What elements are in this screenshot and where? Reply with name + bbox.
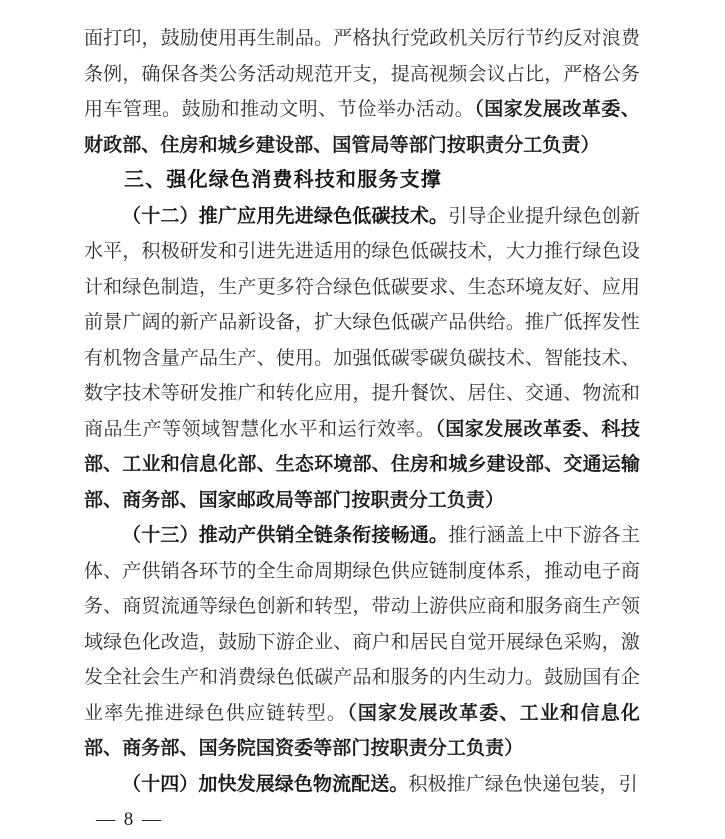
paragraph-body-text: 推行涵盖上中下游各主体、产供销各环节的全生命周期绿色供应链制度体系，推动电子商务、商贸流通等绿色创新和转型，带动上游供应商和服务商生产领域绿色化改造，鼓励下游企业、商户和居民自觉开展绿色采购，激发全社会生产和消费绿色低碳产品和服务的内生动力。鼓励国有企业率先推进绿色供应链转型。 [84, 525, 640, 724]
page-number: — 8 — [96, 809, 163, 830]
responsible-departments-note: （国家发展改革委、工业和信息化部、商务部、国务院国资委等部门按职责分工负责） [84, 702, 640, 759]
item-14-paragraph [84, 767, 640, 803]
item-13-lead-in: （十三）推动产供销全链条衔接畅通。 [122, 525, 449, 546]
responsible-departments-note: （国家发展改革委、财政部、住房和城乡建设部、国管局等部门按职责分工负责） [84, 99, 640, 156]
paragraph-body-text: 面打印，鼓励使用再生制品。严格执行党政机关厉行节约反对浪费条例，确保各类公务活动规范开支，提高视频会议占比，严格公务用车管理。鼓励和推动文明、节俭举办活动。 [84, 28, 640, 120]
paragraph-body-text: 积极推广绿色快递包装，引 [408, 773, 638, 795]
item-14-lead-in: （十四）加快发展绿色物流配送。 [122, 773, 409, 795]
item-13-paragraph [84, 518, 640, 767]
paragraph-green-office-continuation [84, 21, 640, 163]
responsible-departments-note: （国家发展改革委、科技部、工业和信息化部、生态环境部、住房和城乡建设部、交通运输部、商务部、国家邮政局等部门按职责分工负责） [84, 418, 640, 511]
item-12-paragraph [84, 199, 640, 519]
item-12-lead-in: （十二）推广应用先进绿色低碳技术。 [122, 205, 449, 227]
section-heading: 三、强化绿色消费科技和服务支撑 [124, 169, 442, 191]
document-text-area [84, 21, 640, 802]
paragraph-body-text: 引导企业提升绿色创新水平，积极研发和引进先进适用的绿色低碳技术，大力推行绿色设计和绿色制造，生产更多符合绿色低碳要求、生态环境友好、应用前景广阔的新产品新设备，扩大绿色低碳产品供给。推广低挥发性有机物含量产品生产、使用。加强低碳零碳负碳技术、智能技术、数字技术等研发推广和转化应用，提升餐饮、居住、交通、物流和商品生产等领域智慧化水平和运行效率。 [84, 205, 640, 440]
